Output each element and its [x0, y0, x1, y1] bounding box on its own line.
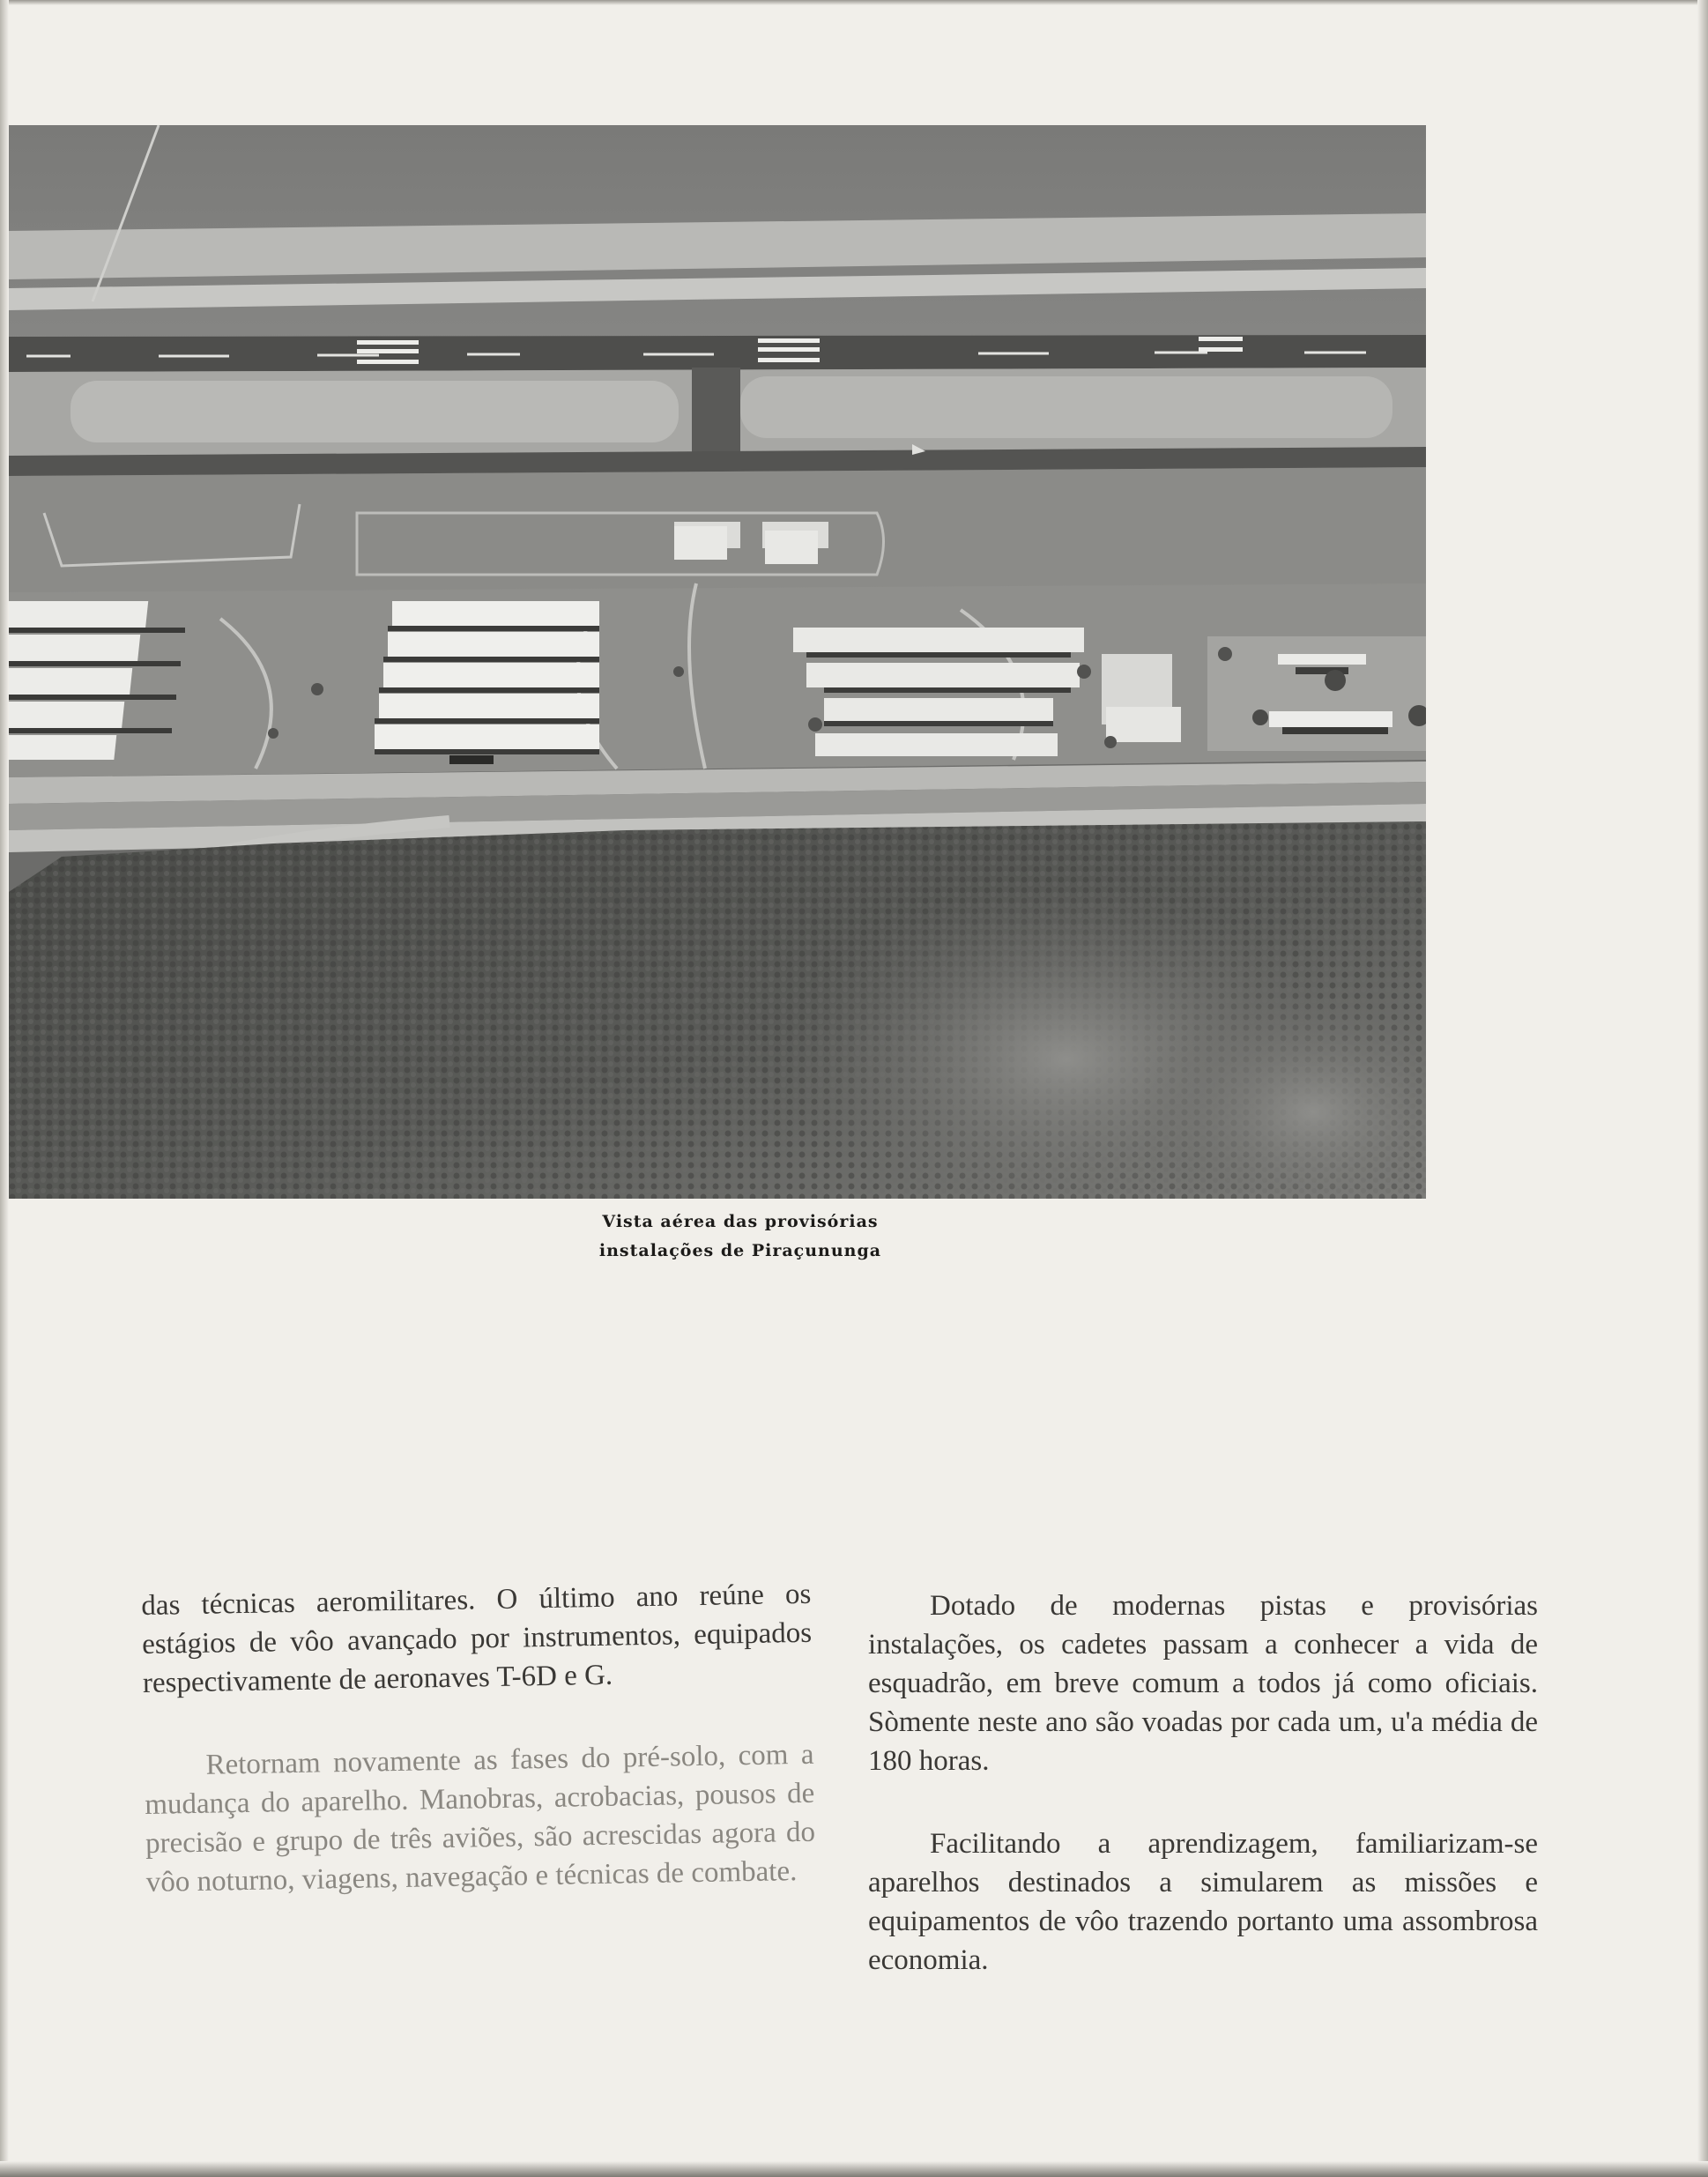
photo-caption — [564, 1207, 917, 1266]
left-text-column — [141, 1575, 817, 1946]
right-paragraph-1: Dotado de modernas pistas e provisórias instalações, os cadetes passam a conhecer a vida de esquadrão, em breve comum a todos já como oficiais. Sòmente neste ano são voadas por cada um, u'a média de 180 horas. — [868, 1590, 1538, 1777]
right-text-column — [868, 1586, 1538, 2024]
page-edge-right — [1697, 0, 1708, 2177]
page-edge-top — [0, 0, 1708, 5]
aerial-photo — [9, 125, 1426, 1199]
caption-line-2: instalações de Piraçununga — [598, 1241, 882, 1260]
page-edge-left — [0, 0, 9, 2177]
right-paragraph-2: Facilitando a aprendizagem, familiarizam-se aparelhos destinados a simularem as missões e equipamentos de vôo trazendo portanto uma assombrosa economia. — [868, 1828, 1538, 1976]
caption-line-1: Vista aérea das provisórias — [602, 1212, 879, 1231]
left-paragraph-2: Retornam novamente as fases do pré-solo, com a mudança do aparelho. Manobras, acrobacias, pousos de precisão e grupo de três aviões, são acrescidas agora do vôo noturno, viagens, navegação e técnicas de combate. — [145, 1738, 816, 1898]
page-edge-bottom — [0, 2161, 1708, 2177]
left-paragraph-1: das técnicas aeromilitares. O último ano reúne os estágios de vôo avançado por instrumentos, equipados respectivamente de aeronaves T-6D e G. — [141, 1578, 813, 1699]
